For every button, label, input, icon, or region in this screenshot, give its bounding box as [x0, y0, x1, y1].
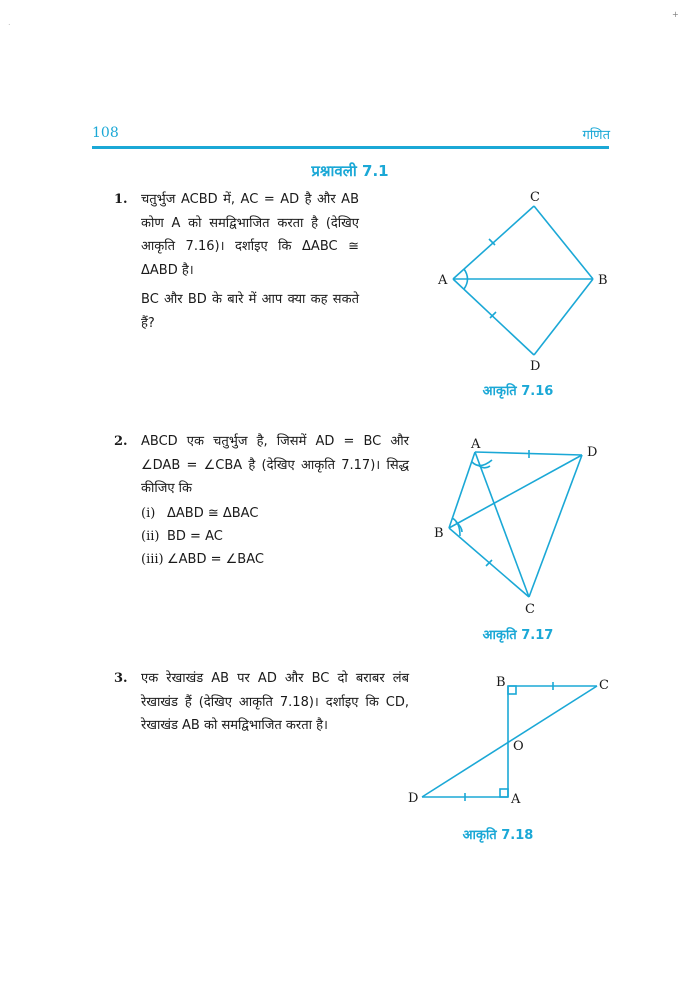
question-1-paragraph-1: चतुर्भुज ACBD में, AC = AD है और AB कोण A को समद्विभाजित करता है (देखिए आकृति 7.16)। दर्शाइए कि ΔABC ≅ ΔABD है।	[141, 192, 359, 278]
page-number: 108	[92, 125, 119, 141]
question-1-paragraph-2: BC और BD के बारे में आप क्या कह सकते हैं?	[141, 292, 359, 331]
segment-cb	[534, 206, 593, 279]
fig18-label-b: B	[496, 675, 506, 690]
fig17-label-c: C	[525, 602, 535, 617]
fig17-label-d: D	[587, 445, 598, 460]
figure-7-16	[453, 206, 593, 355]
fig16-label-a: A	[438, 273, 448, 288]
fig17-label-a: A	[471, 437, 481, 452]
figure-7-18	[422, 682, 597, 801]
question-2-number: 2.	[114, 434, 128, 449]
subpart-text: ΔABD ≅ ΔBAC	[167, 506, 259, 521]
angle-arc-a	[472, 460, 492, 466]
question-2-paragraph-1: ABCD एक चतुर्भुज है, जिसमें AD = BC और ∠DAB = ∠CBA है (देखिए आकृति 7.17)। सिद्ध कीजिए कि	[141, 434, 409, 496]
figure-7-17	[449, 450, 582, 597]
segment-dc	[529, 455, 582, 597]
registration-mark: +	[672, 10, 679, 19]
right-angle-b	[508, 686, 516, 694]
diagonal-bd	[449, 455, 582, 528]
figure-7-18-caption: आकृति 7.18	[462, 828, 534, 843]
subject-title: गणित	[582, 128, 610, 143]
segment-db	[534, 279, 593, 355]
question-3-paragraph-1: एक रेखाखंड AB पर AD और BC दो बराबर लंब रेखाखंड हैं (देखिए आकृति 7.18)। दर्शाइए कि CD, रेखाखंड AB को समद्विभाजित करता है।	[141, 671, 409, 733]
fig16-label-d: D	[530, 359, 541, 374]
subpart-label: (ii)	[141, 529, 160, 544]
subpart-label: (iii)	[141, 552, 164, 567]
subpart-text: BD = AC	[167, 529, 223, 544]
diagonal-ac	[475, 452, 529, 597]
subpart-text: ∠ABD = ∠BAC	[167, 552, 264, 567]
fig18-label-o: O	[513, 739, 524, 754]
figure-7-16-caption: आकृति 7.16	[482, 384, 554, 399]
fig18-label-a: A	[511, 792, 521, 807]
figure-7-17-caption: आकृति 7.17	[482, 628, 554, 643]
registration-mark-left: .	[8, 18, 11, 27]
exercise-title: प्रश्नावली 7.1	[311, 162, 389, 180]
right-angle-a	[500, 789, 508, 797]
fig18-label-d: D	[408, 791, 419, 806]
question-1-number: 1.	[114, 192, 128, 207]
question-3-number: 3.	[114, 671, 128, 686]
fig16-label-b: B	[598, 273, 608, 288]
fig16-label-c: C	[530, 190, 540, 205]
subpart-label: (i)	[141, 506, 156, 521]
fig17-label-b: B	[434, 526, 444, 541]
fig18-label-c: C	[599, 678, 609, 693]
segment-dc	[422, 686, 597, 797]
segment-ad	[453, 279, 534, 355]
